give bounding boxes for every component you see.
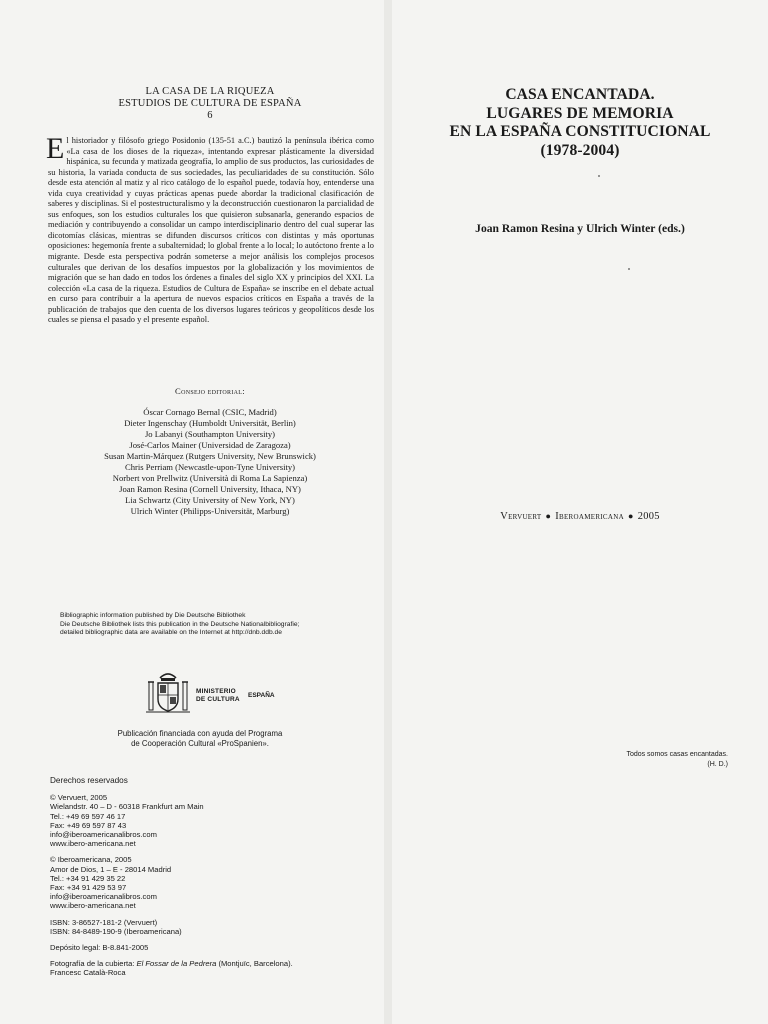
board-member: Jo Labanyi (Southampton University) (144, 429, 276, 439)
book-title (392, 86, 768, 160)
biblio-line: Die Deutsche Bibliothek lists this publication in the Deutsche Nationalbibliografie; (60, 620, 300, 628)
publication-year: 2005 (637, 511, 660, 522)
print-speck (628, 268, 630, 270)
board-member: Joan Ramon Resina (Cornell University, Ithaca, NY) (119, 484, 301, 494)
funding-line: Publicación financiada con ayuda del Programa (117, 729, 283, 738)
book-gutter (384, 0, 392, 1024)
epigraph (592, 750, 728, 770)
address-line: info@iberoamericanalibros.com (50, 830, 157, 840)
address-line: Tel.: +49 69 597 46 17 (50, 811, 126, 821)
isbn-line: ISBN: 3-86527-181-2 (Vervuert) (50, 917, 158, 927)
board-member: Norbert von Prellwitz (Università di Roma La Sapienza) (112, 473, 308, 483)
book-title-line: EN LA ESPAÑA CONSTITUCIONAL (449, 123, 711, 141)
publisher-name-vervuert: Vervuert (500, 511, 542, 522)
deposito-legal: Depósito legal: B-8.841-2005 (50, 943, 149, 953)
board-member: Ulrich Winter (Philipps-Universität, Marburg) (130, 506, 290, 516)
cover-photo-suffix: (Montjuïc, Barcelona). (216, 959, 293, 969)
cover-photo-prefix: Fotografía de la cubierta: (50, 959, 137, 969)
book-editors: Joan Ramon Resina y Ulrich Winter (eds.) (475, 222, 685, 235)
address-line: www.ibero-americana.net (50, 901, 136, 911)
board-member: Lia Schwartz (City University of New York, NY) (125, 495, 295, 505)
funding-line: de Cooperación Cultural «ProSpanien». (131, 739, 269, 748)
print-speck (598, 175, 600, 177)
address-line: Amor de Dios, 1 – E - 28014 Madrid (50, 864, 172, 874)
drop-cap: E (46, 132, 65, 165)
series-description (46, 132, 374, 326)
address-line: © Vervuert, 2005 (50, 793, 108, 803)
coat-of-arms-icon (146, 668, 190, 716)
bullet-icon: ● (627, 511, 634, 521)
funding-note (80, 729, 320, 749)
book-title-line: (1978-2004) (540, 141, 620, 159)
isbn-line: ISBN: 84-8489-190-9 (Iberoamericana) (50, 926, 182, 936)
address-line: Fax: +49 69 597 87 43 (50, 820, 127, 830)
series-title: LA CASA DE LA RIQUEZA (145, 86, 275, 97)
biblio-line: Bibliographic information published by Die Deutsche Bibliothek (60, 612, 246, 619)
ministerio-line2: DE CULTURA (196, 695, 240, 703)
isbn-block (50, 918, 380, 936)
vervuert-address (50, 793, 380, 848)
board-member: Susan Martin-Márquez (Rutgers University, New Brunswick) (104, 451, 316, 461)
book-title-line: LUGARES DE MEMORIA (486, 104, 674, 122)
address-line: Tel.: +34 91 429 35 22 (50, 873, 126, 883)
biblio-line: detailed bibliographic data are available on the Internet at http://dnb.ddb.de (60, 629, 282, 637)
cover-photo-credit (50, 959, 380, 977)
cover-photo-author: Francesc Català-Roca (50, 968, 126, 978)
ministerio-line1: MINISTERIO (196, 688, 236, 695)
series-description-text: l historiador y filósofo griego Posidonio (135-51 a.C.) bautizó la península ibérica como «La casa de los dioses de la riqueza», intentando expresar plásticamente la diversidad hispánica, su fecunda y matizada geografía, lo amplio de sus productos, las curiosidades de su historia, la variada conducta de sus sociedades, las peculiaridades de su constitución. Sólo desde esta atención al matiz y al rico catálogo de lo español puede, todavía hoy, entenderse una vida cuya creatividad y cuyas prácticas apenas puede abordar la tradicional clasificación de saberes y disciplinas. Si el postestructuralismo y la deconstrucción cuestionaron la parcialidad de sus enfoques, son los estudios culturales los que quisieron subsanarla, generando espacios de mediación y contribuyendo a consolidar un campo interdisciplinario dentro del cual superar las dicotomías clásicas, mientras se difunden discursos críticos con distintas y más oportunas oposiciones: hegemonía frente a subalternidad; lo global frente a lo local; lo autóctono frente a lo migrante. Desde esta perspectiva podrán someterse a mejor análisis los complejos procesos culturales que derivan de los desafíos impuestos por la globalización y los movimientos de migración que se han dado en todos los órdenes a finales del siglo XX y principios del XXI. La colección «La casa de la riqueza. Estudios de Cultura de España» se inscribe en el debate actual en curso para contribuir a la apertura de nuevos espacios críticos en España a través de la publicación de trabajos que den cuenta de los diversos lugares teóricos y geopolíticos desde los cuales se piensa el pasado y el presente español. (48, 136, 374, 325)
epigraph-text: Todos somos casas encantadas. (626, 751, 728, 758)
board-member: José-Carlos Mainer (Universidad de Zaragoza) (129, 440, 291, 450)
iberoamericana-address (50, 855, 380, 910)
ministerio-logo (146, 668, 296, 716)
series-header (40, 86, 380, 122)
address-line: www.ibero-americana.net (50, 839, 136, 849)
book-title-line: CASA ENCANTADA. (505, 86, 655, 103)
bibliographic-info (60, 612, 380, 638)
right-page (392, 0, 768, 1024)
address-line: Fax: +34 91 429 53 97 (50, 883, 127, 893)
editorial-board (40, 386, 380, 517)
copyright-block (50, 776, 380, 985)
rights-reserved: Derechos reservados (50, 776, 128, 785)
board-member: Óscar Cornago Bernal (CSIC, Madrid) (143, 407, 277, 417)
epigraph-attribution: (H. D.) (707, 761, 728, 768)
editorial-board-title: Consejo editorial: (175, 386, 245, 396)
cover-photo-line (50, 959, 380, 968)
address-line: info@iberoamericanalibros.com (50, 892, 157, 902)
series-number: 6 (207, 110, 213, 121)
ministerio-name (196, 688, 240, 703)
bullet-icon: ● (545, 511, 552, 521)
address-line: Wielandstr. 40 – D - 60318 Frankfurt am Main (50, 802, 204, 812)
publisher-name-iberoamericana: Iberoamericana (555, 511, 624, 522)
publisher-line (392, 511, 768, 522)
ministerio-country: ESPAÑA (248, 692, 275, 699)
board-member: Chris Perriam (Newcastle-upon-Tyne University) (124, 462, 296, 472)
series-subtitle: ESTUDIOS DE CULTURA DE ESPAÑA (118, 98, 302, 109)
board-member: Dieter Ingenschay (Humboldt Universität, Berlin) (124, 418, 296, 428)
address-line: © Iberoamericana, 2005 (50, 855, 132, 865)
cover-photo-title: El Fossar de la Pedrera (136, 959, 217, 969)
